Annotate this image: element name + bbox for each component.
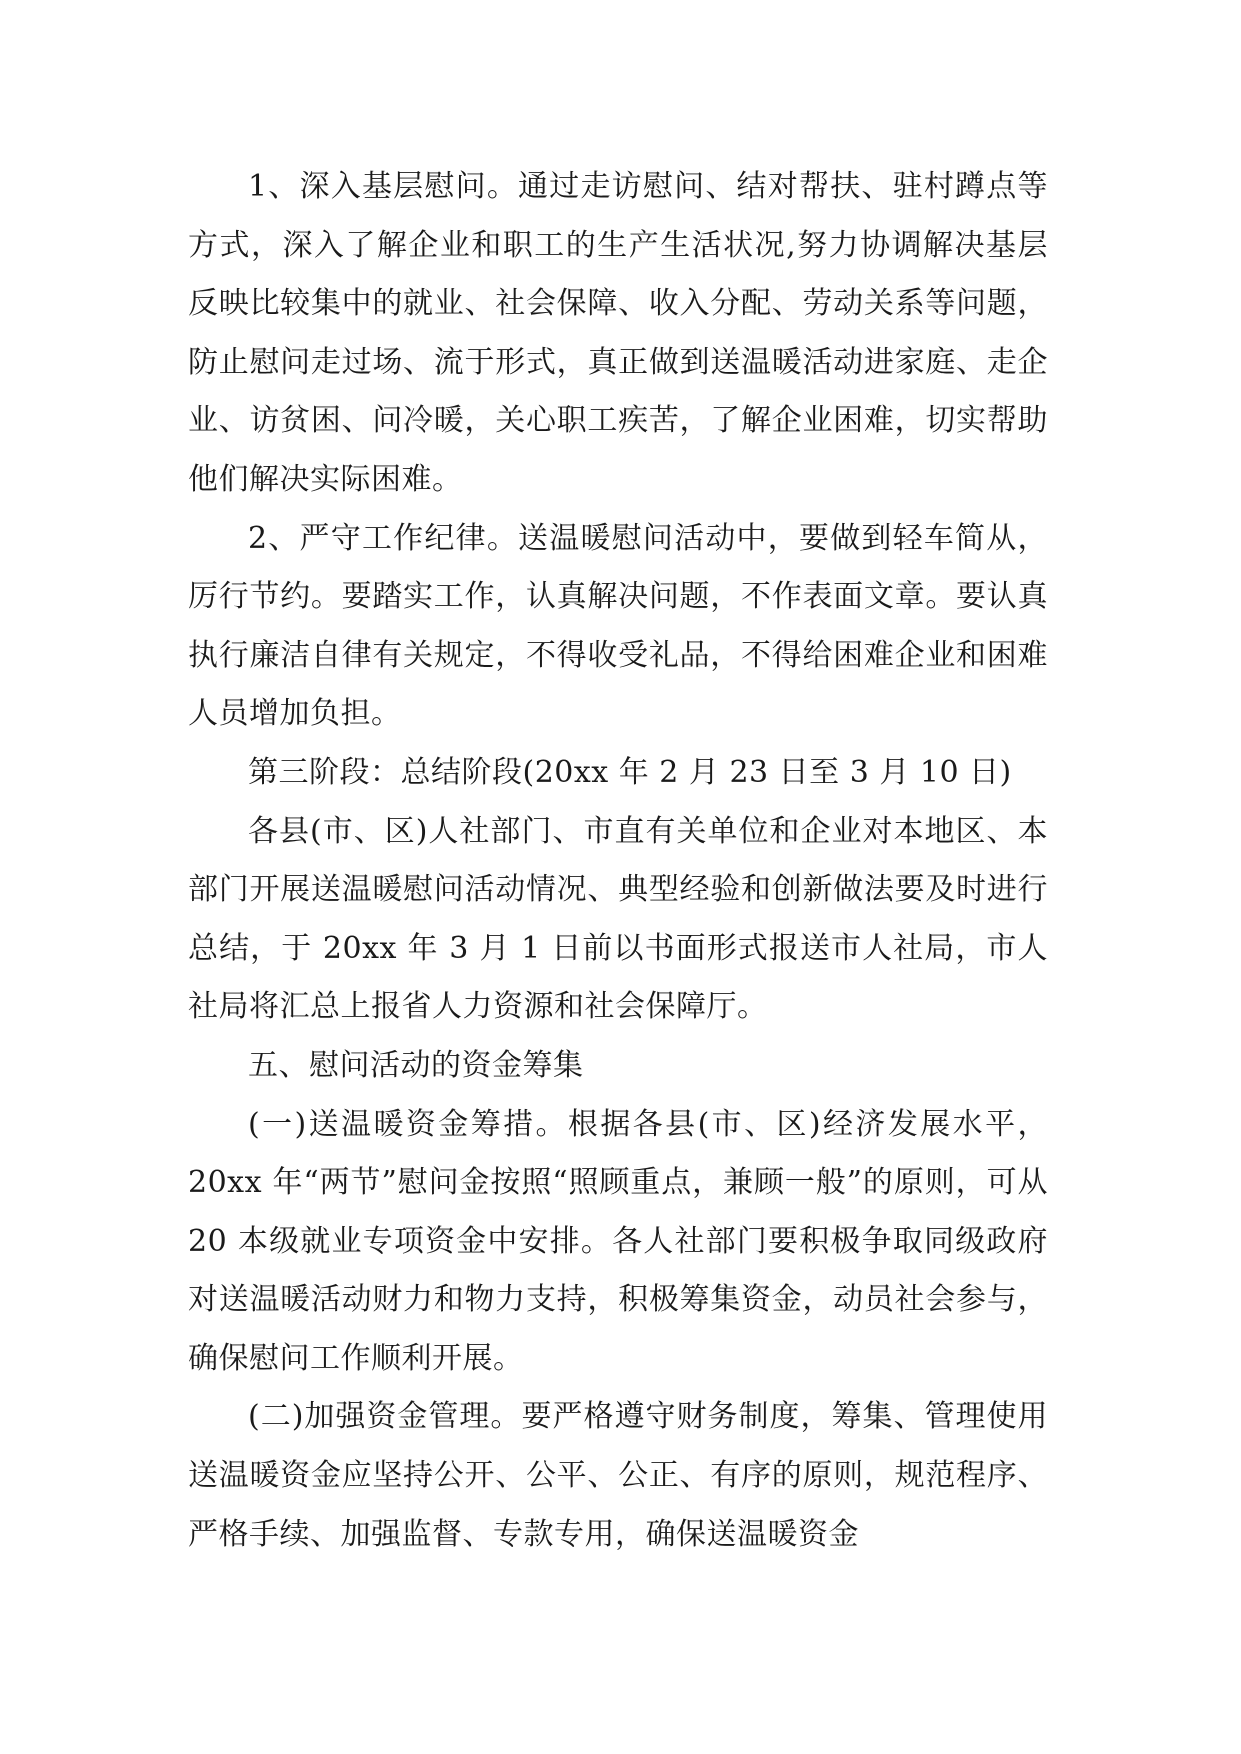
paragraph-work-discipline: 2、严守工作纪律。送温暖慰问活动中，要做到轻车简从，厉行节约。要踏实工作，认真解决问题，不作表面文章。要认真执行廉洁自律有关规定，不得收受礼品，不得给困难企业和困难人员增加负担。 bbox=[188, 520, 1048, 732]
section-heading-funding: 五、慰问活动的资金筹集 bbox=[248, 1047, 584, 1083]
paragraph-stage-three-heading: 第三阶段：总结阶段(20xx 年 2 月 23 日至 3 月 10 日) bbox=[248, 754, 1012, 790]
document-body bbox=[188, 158, 1048, 1564]
paragraph-fund-raising: (一)送温暖资金筹措。根据各县(市、区)经济发展水平，20xx 年“两节”慰问金按照“照顾重点，兼顾一般”的原则，可从 20 本级就业专项资金中安排。各人社部门要积极争取同级政府对送温暖活动财力和物力支持，积极筹集资金，动员社会参与，确保慰问工作顺利开展。 bbox=[188, 1106, 1048, 1376]
paragraph-visit-grassroots: 1、深入基层慰问。通过走访慰问、结对帮扶、驻村蹲点等方式，深入了解企业和职工的生产生活状况,努力协调解决基层反映比较集中的就业、社会保障、收入分配、劳动关系等问题，防止慰问走过场、流于形式，真正做到送温暖活动进家庭、走企业、访贫困、问冷暖，关心职工疾苦，了解企业困难，切实帮助他们解决实际困难。 bbox=[188, 169, 1048, 497]
paragraph-summary-report: 各县(市、区)人社部门、市直有关单位和企业对本地区、本部门开展送温暖慰问活动情况、典型经验和创新做法要及时进行总结，于 20xx 年 3 月 1 日前以书面形式报送市人社局，市人社局将汇总上报省人力资源和社会保障厅。 bbox=[188, 813, 1048, 1025]
paragraph-fund-management: (二)加强资金管理。要严格遵守财务制度，筹集、管理使用送温暖资金应坚持公开、公平、公正、有序的原则，规范程序、严格手续、加强监督、专款专用，确保送温暖资金 bbox=[188, 1399, 1048, 1552]
